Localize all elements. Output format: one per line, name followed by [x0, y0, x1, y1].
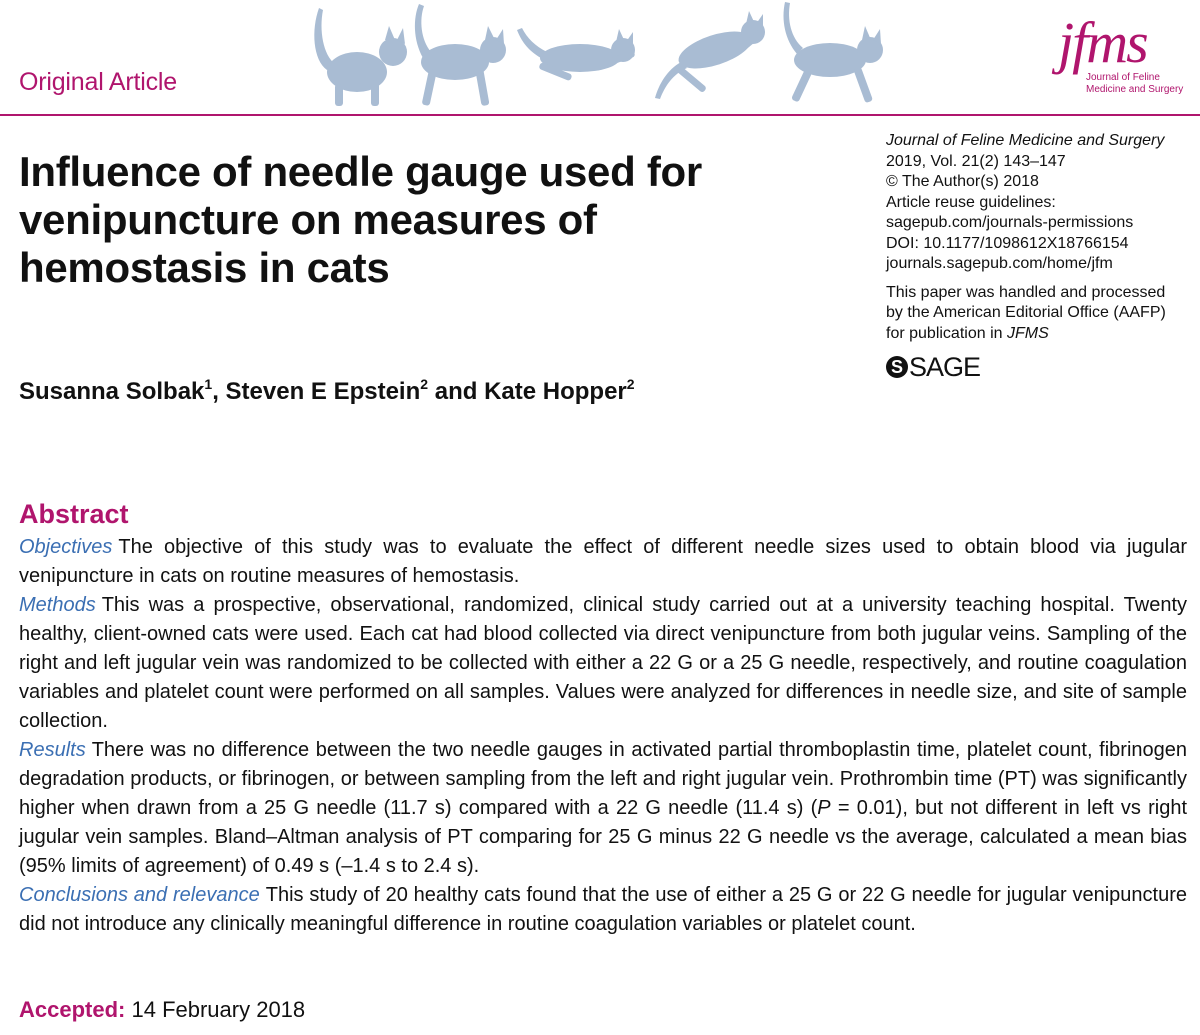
accepted-label: Accepted: [19, 997, 126, 1022]
results-text: There was no difference between the two needle gauges in activated partial thromboplastin time, platelet count, fibrinogen degradation products, or fibrinogen, or between sampling from the left and right jugular vein. Prothrombin time (PT) was significantly higher when drawn from a 25 G needle (11.7 s) compared with a 22 G needle (11.4 s) ( [19, 739, 1187, 819]
abstract-conclusions [19, 881, 1187, 939]
journal-logo-subtitle-line1: Journal of Feline [1086, 72, 1160, 83]
sage-logo [886, 352, 1196, 382]
reuse-guidelines-link[interactable]: sagepub.com/journals-permissions [886, 214, 1134, 231]
article-metadata [886, 131, 1196, 382]
doi-line[interactable]: DOI: 10.1177/1098612X18766154 [886, 234, 1129, 252]
handling-note-line3 [886, 324, 1196, 345]
handling-note-line3-text: for publication in [886, 324, 1007, 342]
cat-silhouette-2 [415, 4, 506, 106]
author-affiliation: 2 [420, 376, 429, 392]
journal-home-link[interactable]: journals.sagepub.com/home/jfm [886, 255, 1113, 272]
author-separator: and [428, 378, 485, 405]
journal-logo-letters: jfms [1058, 10, 1147, 75]
copyright-line: © The Author(s) 2018 [886, 173, 1039, 190]
objectives-text: The objective of this study was to evaluate the effect of different needle sizes used to obtain blood via jugular venipuncture in cats on routine measures of hemostasis. [19, 536, 1187, 587]
cat-silhouette-3 [517, 28, 636, 81]
author-affiliation: 2 [626, 376, 635, 392]
methods-text: This was a prospective, observational, randomized, clinical study carried out at a university teaching hospital. Twenty healthy, client-owned cats were used. Each cat had blood collected via direct venipuncture from both jugular veins. Sampling of the right and left jugular vein was randomized to be collected with either a 22 G or a 25 G needle, respectively, and routine coagulation variables and platelet count were performed on all samples. Values were analyzed for differences in needle size, and site of sample collection. [19, 594, 1187, 732]
results-p-symbol: P [817, 797, 831, 819]
abstract-methods [19, 591, 1187, 736]
accepted-date-value: 14 February 2018 [131, 997, 306, 1022]
abstract-objectives [19, 533, 1187, 591]
author-affiliation: 1 [204, 376, 213, 392]
running-cats-banner [305, 0, 925, 112]
handling-note-line2: by the American Editorial Office (AAFP) [886, 304, 1166, 321]
handling-note [886, 283, 1196, 345]
journal-logo-subtitle-line2: Medicine and Surgery [1086, 84, 1184, 95]
accepted-date [19, 997, 305, 1023]
handling-note-line1: This paper was handled and processed [886, 283, 1166, 301]
journal-name: Journal of Feline Medicine and Surgery [886, 132, 1165, 149]
handling-note-jfms: JFMS [1006, 324, 1049, 342]
methods-label: Methods [19, 594, 96, 616]
conclusions-text: This study of 20 healthy cats found that the use of either a 25 G or 22 G needle for jugular venipuncture did not introduce any clinically meaningful difference in routine coagulation variables or platelet count. [19, 884, 1187, 935]
results-label: Results [19, 739, 86, 761]
author-separator: , [212, 378, 226, 405]
sage-logo-word: SAGE [909, 351, 981, 382]
sage-logo-icon: S [886, 356, 908, 378]
abstract-body [19, 533, 1187, 939]
journal-logo [1048, 10, 1190, 104]
abstract-heading: Abstract [19, 499, 129, 529]
header-divider [0, 114, 1200, 116]
conclusions-label: Conclusions and relevance [19, 884, 260, 906]
reuse-guidelines-label: Article reuse guidelines: [886, 193, 1056, 211]
journal-logo-subtitle [1086, 72, 1186, 96]
cat-silhouette-1 [314, 8, 407, 106]
cat-silhouette-4 [655, 11, 766, 99]
abstract-results [19, 736, 1187, 881]
objectives-label: Objectives [19, 536, 113, 558]
section-label: Original Article [19, 68, 177, 96]
author-name: Kate Hopper [484, 378, 627, 405]
author-name: Susanna Solbak [19, 378, 205, 405]
author-name: Steven E Epstein [225, 378, 421, 405]
volume-info: 2019, Vol. 21(2) 143–147 [886, 152, 1066, 170]
cat-silhouette-5 [784, 2, 884, 103]
results-text-cont: = 0.01), but not different in left vs right jugular vein samples. Bland–Altman analysis of PT comparing for 25 G minus 22 G needle vs the average, calculated a mean bias (95% limits of agreement) of 0.49 s (–1.4 s to 2.4 s). [19, 797, 1187, 877]
author-list [19, 378, 635, 406]
article-title: Influence of needle gauge used for venipuncture on measures of hemostasis in cats [19, 148, 702, 291]
